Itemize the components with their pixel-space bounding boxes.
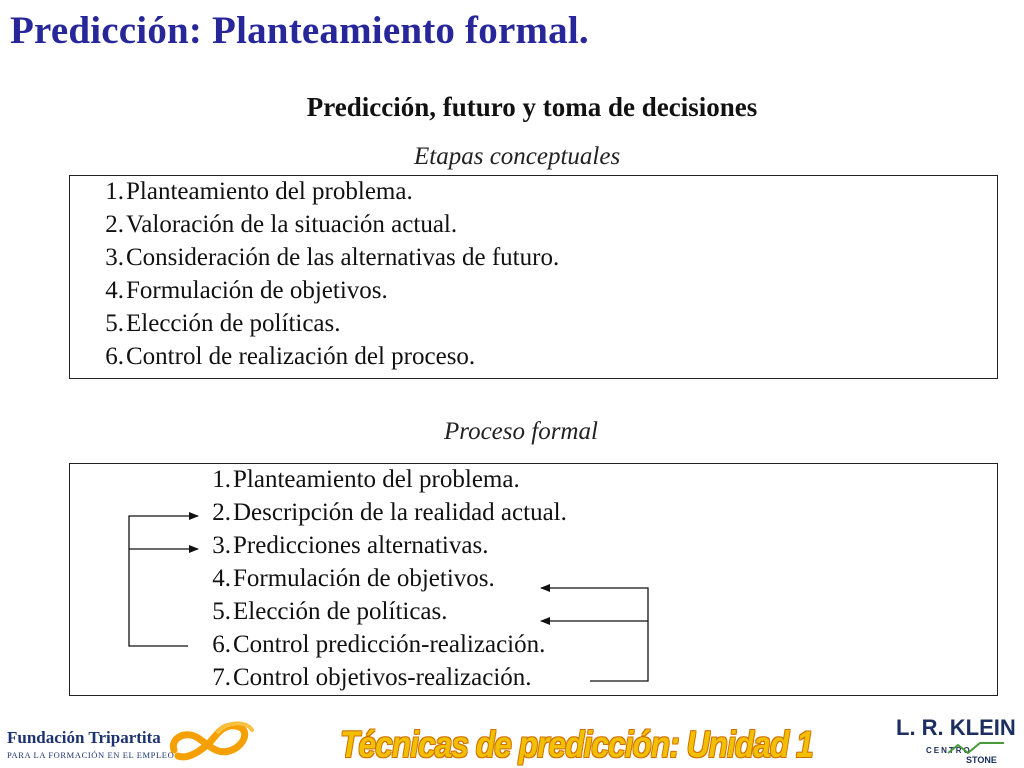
brand-name: L. R. KLEIN	[896, 715, 1016, 740]
section-caption-proceso: Proceso formal	[444, 418, 598, 445]
right-feedback-line	[541, 588, 648, 681]
list-item: 2.Valoración de la situación actual.	[105, 211, 458, 238]
list-item: 5.Elección de políticas.	[212, 598, 448, 625]
org-name: Fundación Tripartita	[7, 728, 161, 747]
infinity-loop-icon	[166, 716, 258, 762]
list-item: 2.Descripción de la realidad actual.	[212, 499, 567, 526]
list-item: 1.Planteamiento del problema.	[105, 178, 413, 205]
list-item: 5.Elección de políticas.	[105, 310, 341, 337]
brand-stone-label: STONE	[966, 755, 997, 765]
list-item: 3.Predicciones alternativas.	[212, 532, 489, 559]
list-item: 4.Formulación de objetivos.	[105, 277, 388, 304]
section-caption-etapas: Etapas conceptuales	[414, 143, 621, 170]
brand-centro-label: CENTRO	[926, 746, 972, 755]
list-item: 6.Control de realización del proceso.	[105, 343, 476, 370]
list-item: 7.Control objetivos-realización.	[212, 664, 532, 691]
list-item: 6.Control predicción-realización.	[212, 631, 546, 658]
course-title: Técnicas de predicción: Unidad 1	[340, 724, 813, 765]
left-feedback-line	[129, 516, 198, 646]
org-tagline: PARA LA FORMACIÓN EN EL EMPLEO	[7, 750, 175, 760]
list-item: 4.Formulación de objetivos.	[212, 565, 495, 592]
document-heading: Predicción, futuro y toma de decisiones	[306, 92, 758, 122]
list-item: 3.Consideración de las alternativas de futuro.	[105, 244, 560, 271]
slide-title: Predicción: Planteamiento formal.	[10, 9, 589, 52]
list-item: 1.Planteamiento del problema.	[212, 466, 520, 493]
